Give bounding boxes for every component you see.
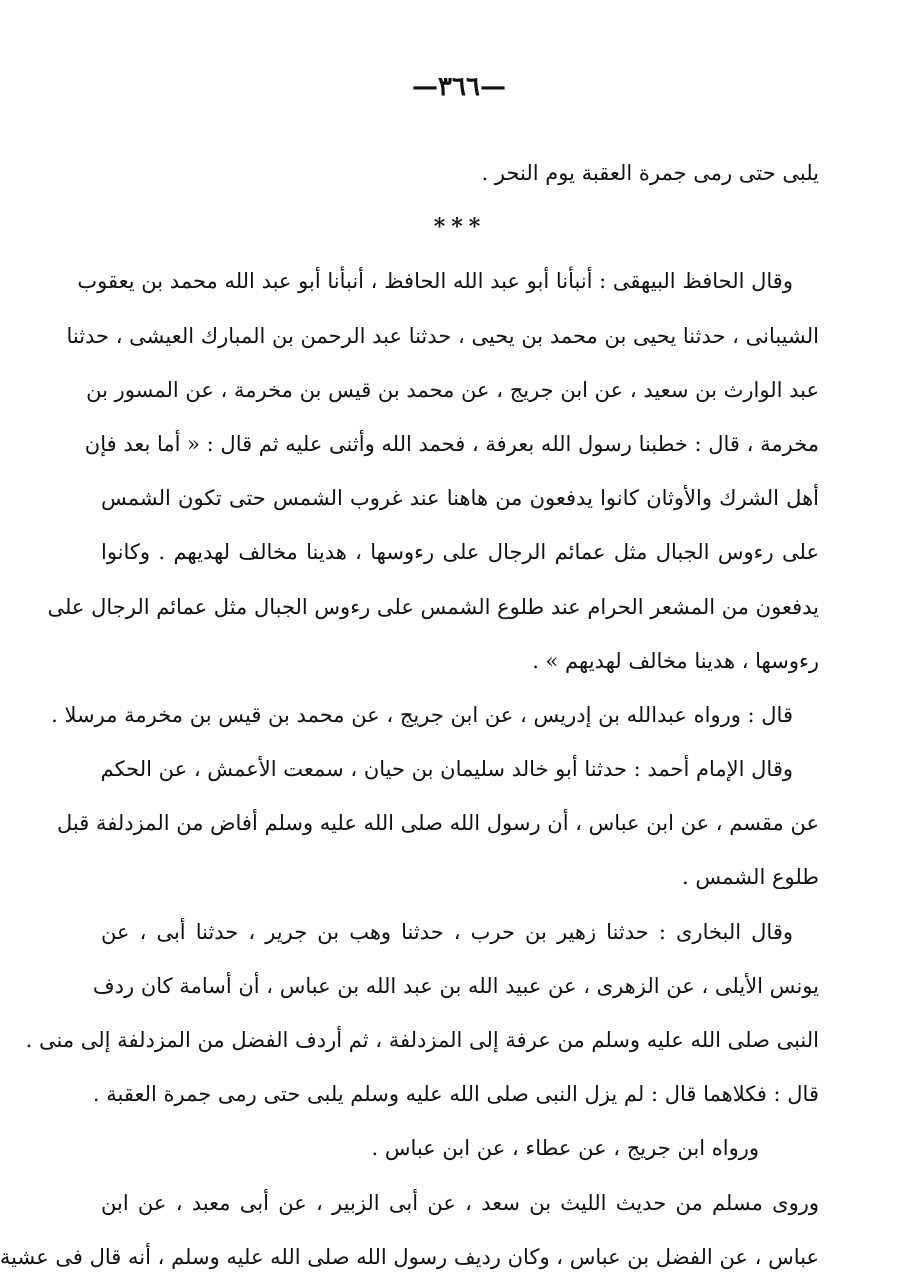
text-line: الشيبانى ، حدثنا يحيى بن محمد بن يحيى ، حدثنا عبد الرحمن بن المبارك العيشى ، حدثنا: [66, 323, 819, 348]
text-line: عن مقسم ، عن ابن عباس ، أن رسول الله صلى الله عليه وسلم أفاض من المزدلفة قبل: [57, 811, 819, 836]
text-line: النبى صلى الله عليه وسلم من عرفة إلى المزدلفة ، ثم أردف الفضل من المزدلفة إلى منى .: [25, 1028, 819, 1052]
text-line: قال : فكلاهما قال : لم يزل النبى صلى الله عليه وسلم يلبى حتى رمى جمرة العقبة .: [92, 1082, 819, 1107]
text-line: على رءوس الجبال مثل عمائم الرجال على رءوسها ، هدينا مخالف لهديهم . وكانوا: [101, 540, 819, 565]
text-line: يلبى حتى رمى جمرة العقبة يوم النحر .: [481, 161, 819, 185]
page-number: —٣٦٦—: [412, 72, 506, 102]
text-line: ورواه ابن جريج ، عن عطاء ، عن ابن عباس .: [371, 1136, 759, 1161]
text-line: وقال البخارى : حدثنا زهير بن حرب ، حدثنا وهب بن جرير ، حدثنا أبى ، عن: [101, 919, 793, 944]
text-line: وقال الإمام أحمد : حدثنا أبو خالد سليمان بن حيان ، سمعت الأعمش ، عن الحكم: [100, 757, 793, 782]
text-line: أهل الشرك والأوثان كانوا يدفعون من هاهنا عند غروب الشمس حتى تكون الشمس: [101, 486, 819, 511]
text-line: يدفعون من المشعر الحرام عند طلوع الشمس على رءوس الجبال مثل عمائم الرجال على: [47, 594, 819, 619]
text-line: عباس ، عن الفضل بن عباس ، وكان رديف رسول الله صلى الله عليه وسلم ، أنه قال فى عشية: [0, 1244, 819, 1269]
text-line: مخرمة ، قال : خطبنا رسول الله بعرفة ، فحمد الله وأثنى عليه ثم قال : « أما بعد فإن: [84, 431, 819, 456]
text-line: يونس الأيلى ، عن الزهرى ، عن عبيد الله بن عبد الله بن عباس ، أن أسامة كان ردف: [92, 973, 819, 998]
text-line: رءوسها ، هدينا مخالف لهديهم » .: [532, 648, 819, 673]
section-separator: ***: [433, 214, 487, 241]
text-line: قال : ورواه عبدالله بن إدريس ، عن ابن جريج ، عن محمد بن قيس بن مخرمة مرسلا .: [51, 702, 793, 727]
text-line: وروى مسلم من حديث الليث بن سعد ، عن أبى الزبير ، عن أبى معبد ، عن ابن: [101, 1190, 819, 1215]
page-body-text: [0, 146, 819, 1284]
text-line: وقال الحافظ البيهقى : أنبأنا أبو عبد الله الحافظ ، أنبأنا أبو عبد الله محمد بن يعقوب: [77, 269, 793, 294]
text-line: طلوع الشمس .: [682, 865, 819, 890]
text-line: عبد الوارث بن سعيد ، عن ابن جريج ، عن محمد بن قيس بن مخرمة ، عن المسور بن: [86, 377, 819, 402]
